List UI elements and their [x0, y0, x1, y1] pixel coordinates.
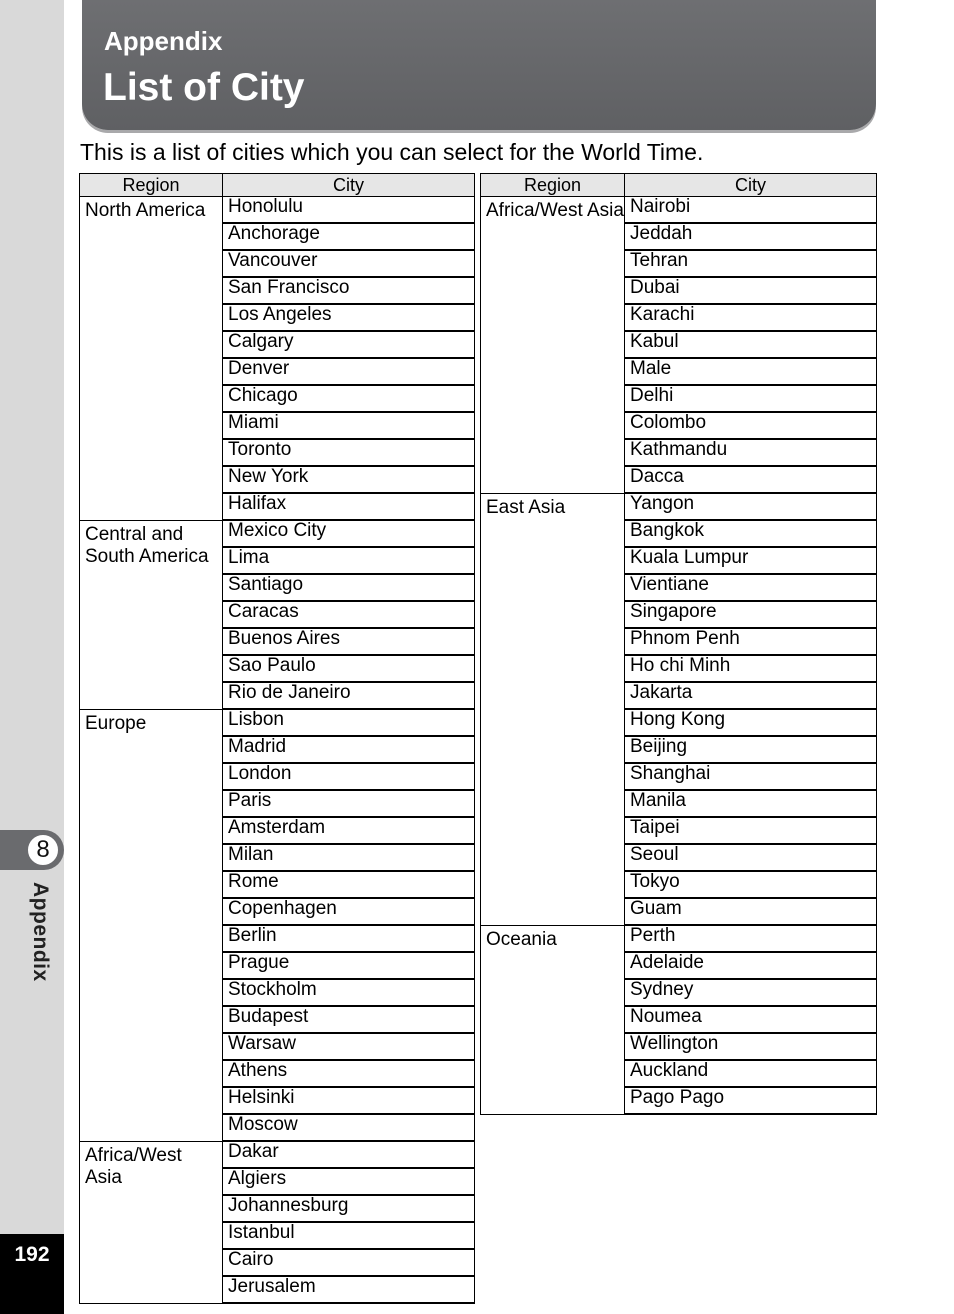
city-column-header: City — [223, 174, 475, 197]
city-cell: Calgary — [223, 331, 475, 358]
city-cell: Seoul — [625, 844, 877, 871]
city-cell: Hong Kong — [625, 709, 877, 736]
city-cell: Colombo — [625, 412, 877, 439]
city-cell: Toronto — [223, 439, 475, 466]
city-cell: Paris — [223, 790, 475, 817]
city-cell: Copenhagen — [223, 898, 475, 925]
city-cell: Miami — [223, 412, 475, 439]
city-cell: Tokyo — [625, 871, 877, 898]
city-cell: Male — [625, 358, 877, 385]
region-cell: Africa/West Asia — [481, 197, 625, 494]
city-cell: Buenos Aires — [223, 628, 475, 655]
city-cell: Beijing — [625, 736, 877, 763]
city-cell: Tehran — [625, 250, 877, 277]
city-cell: Chicago — [223, 385, 475, 412]
city-cell: Dubai — [625, 277, 877, 304]
city-cell: Kabul — [625, 331, 877, 358]
city-cell: Perth — [625, 925, 877, 952]
table-header-row — [481, 174, 877, 197]
city-cell: Phnom Penh — [625, 628, 877, 655]
city-cell: Mexico City — [223, 520, 475, 547]
table-row — [481, 493, 877, 520]
city-cell: Shanghai — [625, 763, 877, 790]
city-cell: Moscow — [223, 1114, 475, 1141]
city-cell: Stockholm — [223, 979, 475, 1006]
city-cell: Helsinki — [223, 1087, 475, 1114]
city-cell: Berlin — [223, 925, 475, 952]
city-cell: Halifax — [223, 493, 475, 520]
city-cell: Dakar — [223, 1141, 475, 1168]
city-cell: Johannesburg — [223, 1195, 475, 1222]
table-row — [80, 197, 475, 224]
city-cell: Rome — [223, 871, 475, 898]
city-cell: Kuala Lumpur — [625, 547, 877, 574]
city-table-left — [79, 173, 475, 1304]
city-cell: Milan — [223, 844, 475, 871]
region-column-header: Region — [481, 174, 625, 197]
city-cell: Yangon — [625, 493, 877, 520]
city-cell: Sao Paulo — [223, 655, 475, 682]
city-cell: Santiago — [223, 574, 475, 601]
city-cell: Auckland — [625, 1060, 877, 1087]
table-row — [481, 197, 877, 224]
city-cell: Kathmandu — [625, 439, 877, 466]
table-header-row — [80, 174, 475, 197]
city-cell: Taipei — [625, 817, 877, 844]
city-cell: Honolulu — [223, 197, 475, 224]
city-cell: Wellington — [625, 1033, 877, 1060]
city-cell: Denver — [223, 358, 475, 385]
city-cell: Vientiane — [625, 574, 877, 601]
city-cell: Adelaide — [625, 952, 877, 979]
city-cell: Dacca — [625, 466, 877, 493]
section-label: Appendix — [104, 26, 223, 56]
chapter-label: Appendix — [29, 882, 52, 982]
city-cell: Warsaw — [223, 1033, 475, 1060]
side-strip — [0, 0, 64, 1314]
city-cell: Lima — [223, 547, 475, 574]
city-table-right — [480, 173, 877, 1115]
city-cell: Budapest — [223, 1006, 475, 1033]
chapter-number: 8 — [26, 833, 60, 867]
city-cell: London — [223, 763, 475, 790]
region-cell: East Asia — [481, 493, 625, 925]
city-column-header: City — [625, 174, 877, 197]
city-cell: Jeddah — [625, 223, 877, 250]
region-cell: Europe — [80, 709, 223, 1141]
intro-text: This is a list of cities which you can select for the World Time. — [80, 139, 704, 165]
city-cell: Sydney — [625, 979, 877, 1006]
city-cell: Athens — [223, 1060, 475, 1087]
region-cell: Central and South America — [80, 520, 223, 709]
city-cell: Anchorage — [223, 223, 475, 250]
page-title: List of City — [103, 66, 305, 109]
region-cell: Africa/West Asia — [80, 1141, 223, 1303]
city-cell: Lisbon — [223, 709, 475, 736]
city-cell: New York — [223, 466, 475, 493]
table-row — [80, 1141, 475, 1168]
city-cell: Prague — [223, 952, 475, 979]
city-cell: Caracas — [223, 601, 475, 628]
city-cell: Delhi — [625, 385, 877, 412]
city-cell: Noumea — [625, 1006, 877, 1033]
city-cell: Bangkok — [625, 520, 877, 547]
city-cell: Singapore — [625, 601, 877, 628]
city-cell: Cairo — [223, 1249, 475, 1276]
table-row — [80, 709, 475, 736]
city-cell: Los Angeles — [223, 304, 475, 331]
city-cell: Karachi — [625, 304, 877, 331]
city-cell: Madrid — [223, 736, 475, 763]
page-number: 192 — [14, 1243, 50, 1266]
city-cell: San Francisco — [223, 277, 475, 304]
city-cell: Manila — [625, 790, 877, 817]
region-cell: Oceania — [481, 925, 625, 1114]
city-cell: Rio de Janeiro — [223, 682, 475, 709]
city-cell: Algiers — [223, 1168, 475, 1195]
city-cell: Nairobi — [625, 197, 877, 224]
region-cell: North America — [80, 197, 223, 521]
header-banner — [82, 0, 876, 130]
table-row — [481, 925, 877, 952]
city-cell: Pago Pago — [625, 1087, 877, 1114]
table-row — [80, 520, 475, 547]
city-cell: Amsterdam — [223, 817, 475, 844]
city-cell: Guam — [625, 898, 877, 925]
city-cell: Jerusalem — [223, 1276, 475, 1303]
city-cell: Ho chi Minh — [625, 655, 877, 682]
city-cell: Jakarta — [625, 682, 877, 709]
city-cell: Istanbul — [223, 1222, 475, 1249]
city-cell: Vancouver — [223, 250, 475, 277]
region-column-header: Region — [80, 174, 223, 197]
